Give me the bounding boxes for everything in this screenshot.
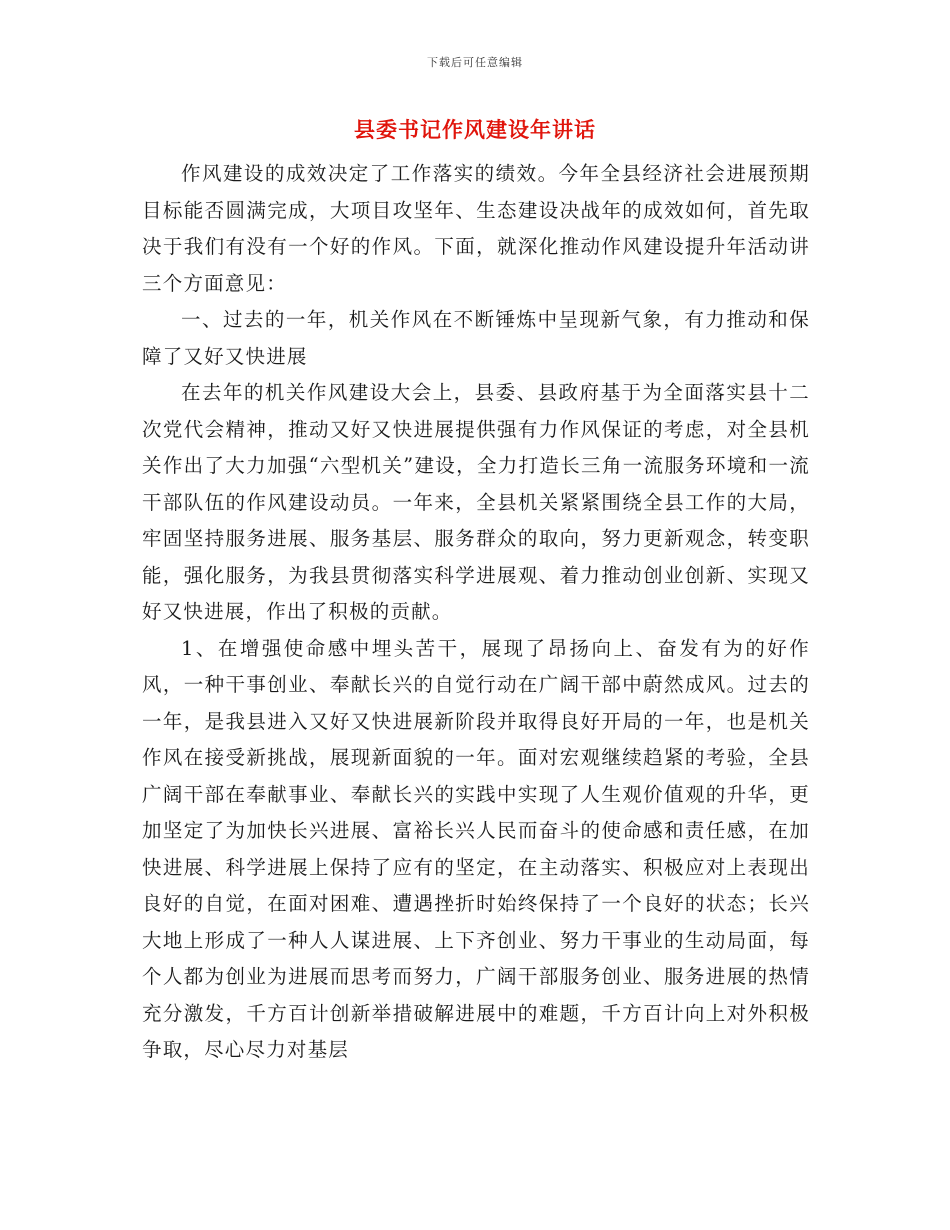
paragraph-point-1: 1、在增强使命感中埋头苦干，展现了昂扬向上、奋发有为的好作风，一种干事创业、奉献长兴的自觉行动在广阔干部中蔚然成风。过去的一年，是我县进入又好又快进展新阶段并取得良好开局的一年，也是机关作风在接受新挑战，展现新面貌的一年。面对宏观继续趋紧的考验，全县广阔干部在奉献事业、奉献长兴的实践中实现了人生观价值观的升华，更加坚定了为加快长兴进展、富裕长兴人民而奋斗的使命感和责任感，在加快进展、科学进展上保持了应有的坚定，在主动落实、积极应对上表现出良好的自觉，在面对困难、遭遇挫折时始终保持了一个良好的状态；长兴大地上形成了一种人人谋进展、上下齐创业、努力干事业的生动局面，每个人都为创业为进展而思考而努力，广阔干部服务创业、服务进展的热情充分激发，千方百计创新举措破解进展中的难题，千方百计向上对外积极争取，尽心尽力对基层	[142, 636, 810, 1061]
paragraph-section-heading: 一、过去的一年，机关作风在不断锤炼中呈现新气象，有力推动和保障了又好又快进展	[142, 308, 810, 368]
document-title: 县委书记作风建设年讲话	[354, 117, 596, 142]
paragraph-intro: 作风建设的成效决定了工作落实的绩效。今年全县经济社会进展预期目标能否圆满完成，大项目攻坚年、生态建设决战年的成效如何，首先取决于我们有没有一个好的作风。下面，就深化推动作风建设提升年活动讲三个方面意见：	[142, 162, 810, 295]
paragraph-review: 在去年的机关作风建设大会上，县委、县政府基于为全面落实县十二次党代会精神，推动又好又快进展提供强有力作风保证的考虑，对全县机关作出了大力加强“六型机关”建设，全力打造长三角一流服务环境和一流干部队伍的作风建设动员。一年来，全县机关紧紧围绕全县工作的大局，牢固坚持服务进展、服务基层、服务群众的取向，努力更新观念，转变职能，强化服务，为我县贯彻落实科学进展观、着力推动创业创新、实现又好又快进展，作出了积极的贡献。	[142, 381, 810, 623]
header-note: 下载后可任意编辑	[427, 56, 523, 69]
document-body	[142, 156, 810, 1069]
